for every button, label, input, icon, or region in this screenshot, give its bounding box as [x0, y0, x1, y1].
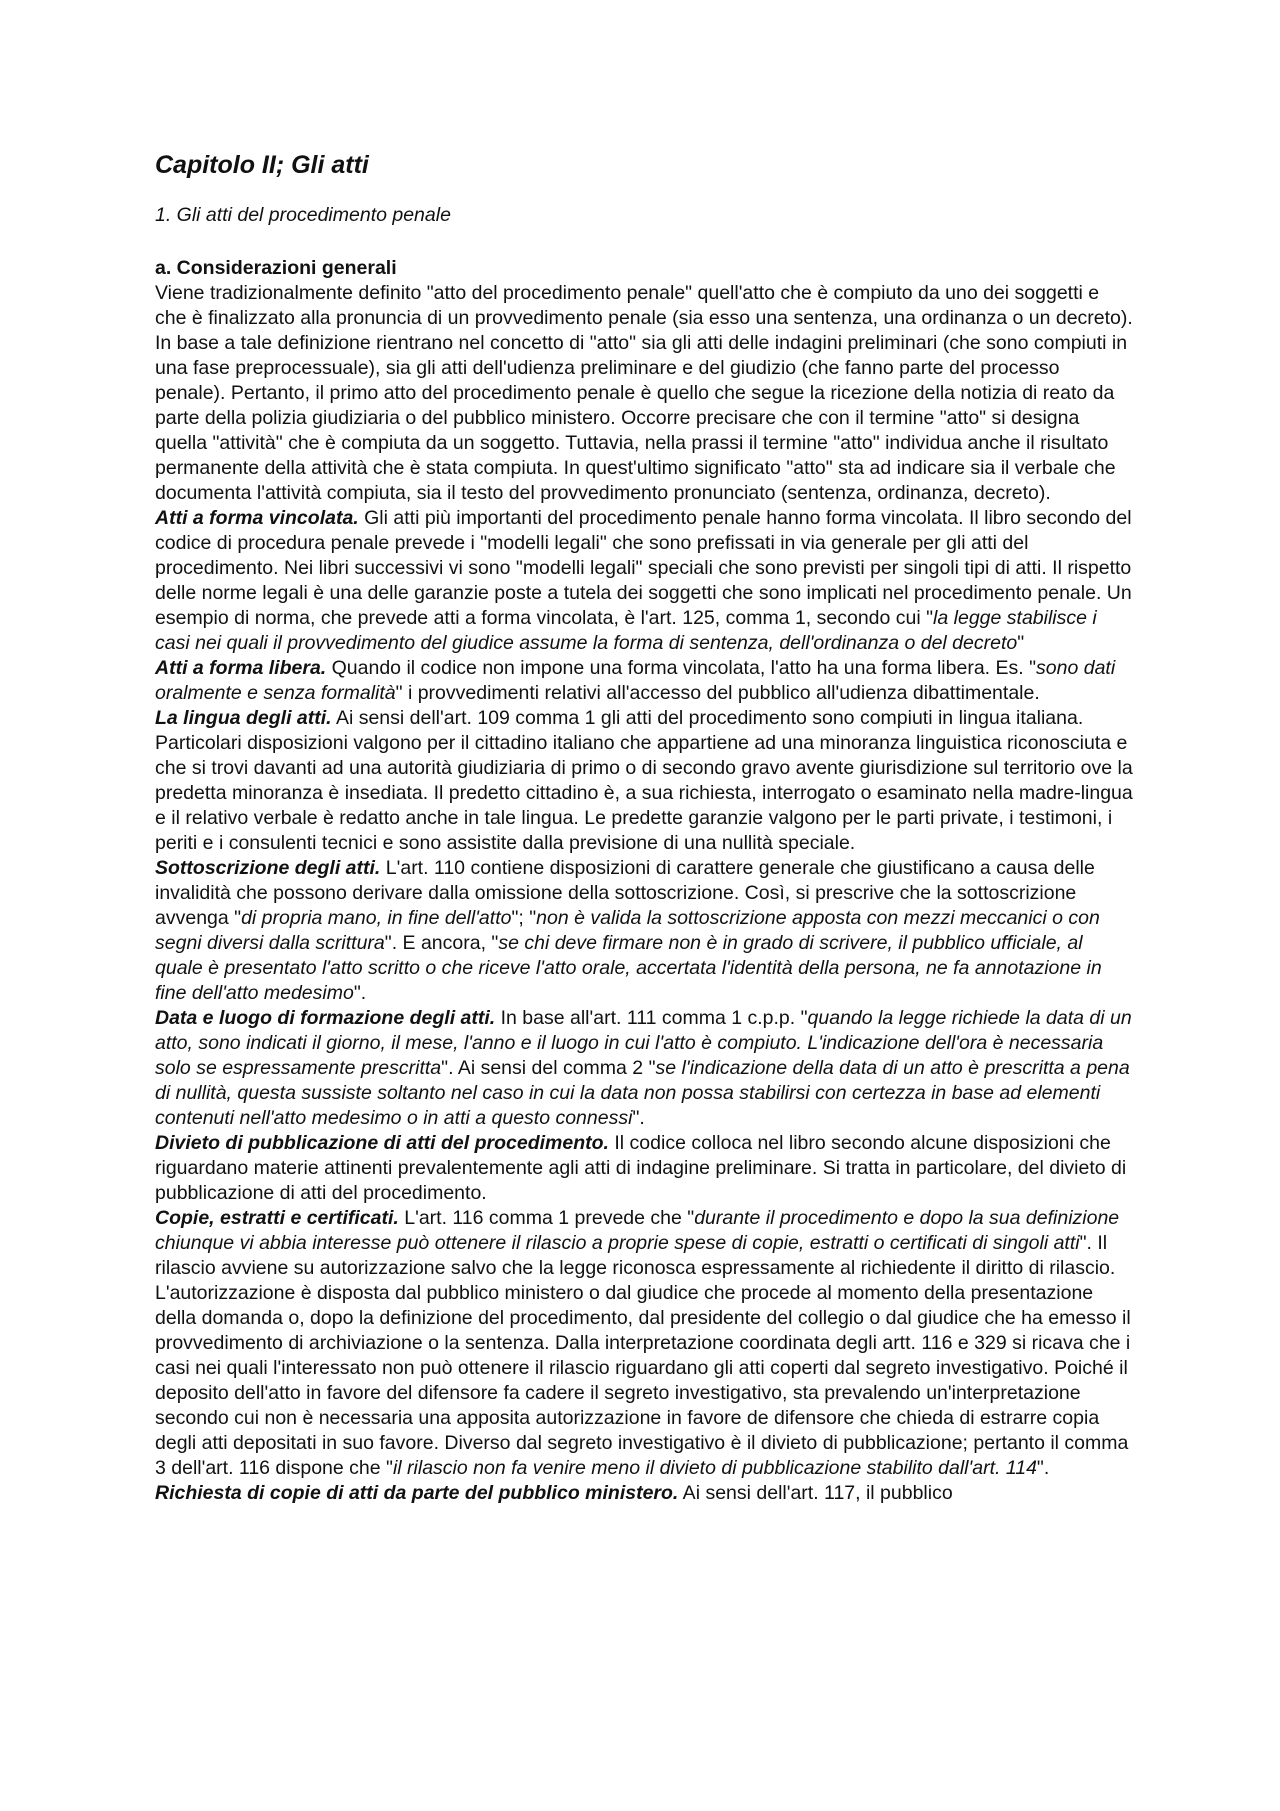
quoted-text: la legge stabilisce i casi nei quali il provvedimento del giudice assume la forma di sentenza, dell'ordinanza o del decreto: [155, 607, 1097, 655]
paragraph: [155, 1206, 1135, 1481]
paragraph: [155, 1006, 1135, 1131]
paragraph-text: " i provvedimenti relativi all'accesso del pubblico all'udienza dibattimentale.: [395, 682, 1040, 705]
body-text: [155, 256, 1135, 1506]
paragraph-text: ".: [353, 982, 367, 1005]
paragraph-lead: Divieto di pubblicazione di atti del procedimento.: [155, 1132, 609, 1155]
paragraph-lead: Atti a forma vincolata.: [155, 507, 359, 530]
quoted-text: non è valida la sottoscrizione apposta con mezzi meccanici o con segni diversi dalla scrittura: [155, 907, 1100, 955]
paragraph-text: ".: [632, 1107, 645, 1130]
quoted-text: di propria mano, in fine dell'atto: [241, 907, 512, 930]
paragraph: [155, 1481, 1135, 1506]
paragraph-text: In base all'art. 111 comma 1 c.p.p. ": [495, 1007, 808, 1030]
paragraph-lead: La lingua degli atti.: [155, 707, 332, 730]
paragraph-text: ". Ai sensi del comma 2 ": [441, 1057, 656, 1080]
document-page: [155, 150, 1135, 1506]
paragraph-text: Ai sensi dell'art. 117, il pubblico: [678, 1482, 953, 1505]
chapter-title: Capitolo II; Gli atti: [155, 151, 369, 179]
paragraph-list: [155, 281, 1135, 1506]
quoted-text: se chi deve firmare non è in grado di scrivere, il pubblico ufficiale, al quale è presentato l'atto scritto o che riceve l'atto orale, accertata l'identità della persona, ne fa annotazione in fine dell'atto medesimo: [155, 932, 1102, 1005]
paragraph-text: Viene tradizionalmente definito "atto del procedimento penale" quell'atto che è compiuto da uno dei soggetti e che è finalizzato alla pronuncia di un provvedimento penale (sia esso una sentenza, una ordinanza o un decreto). In base a tale definizione rientrano nel concetto di "atto" sia gli atti delle indagini preliminari (che sono compiuti in una fase preprocessuale), sia gli atti dell'udienza preliminare e del giudizio (che fanno parte del processo penale). Pertanto, il primo atto del procedimento penale è quello che segue la ricezione della notizia di reato da parte della polizia giudiziaria o del pubblico ministero. Occorre precisare che con il termine "atto" si designa quella "attività" che è compiuta da un soggetto. Tuttavia, nella prassi il termine "atto" individua anche il risultato permanente della attività che è stata compiuta. In quest'ultimo significato "atto" sta ad indicare sia il verbale che documenta l'attività compiuta, sia il testo del provvedimento pronunciato (sentenza, ordinanza, decreto).: [155, 282, 1133, 505]
paragraph: [155, 1131, 1135, 1206]
paragraph: [155, 506, 1135, 656]
paragraph-text: ". E ancora, ": [384, 932, 499, 955]
paragraph-text: L'art. 116 comma 1 prevede che ": [398, 1207, 695, 1230]
quoted-text: se l'indicazione della data di un atto è prescritta a pena di nullità, questa sussiste soltanto nel caso in cui la data non possa stabilirsi con certezza in base ad elementi contenuti nell'atto medesimo o in atti a questo connessi: [155, 1057, 1130, 1130]
paragraph-lead: Atti a forma libera.: [155, 657, 327, 680]
quoted-text: il rilascio non fa venire meno il divieto di pubblicazione stabilito dall'art. 114: [392, 1457, 1037, 1480]
paragraph-text: Ai sensi dell'art. 109 comma 1 gli atti del procedimento sono compiuti in lingua italiana. Particolari disposizioni valgono per il cittadino italiano che appartiene ad una minoranza linguistica riconosciuta e che si trovi davanti ad una autorità giudiziaria di primo o di secondo gravo avente giurisdizione sul territorio ove la predetta minoranza è insediata. Il predetto cittadino è, a sua richiesta, interrogato o esaminato nella madre-lingua e il relativo verbale è redatto anche in tale lingua. Le predette garanzie valgono per le parti private, i testimoni, i periti e i consulenti tecnici e sono assistite dalla previsione di una nullità speciale.: [155, 707, 1133, 855]
quoted-text: quando la legge richiede la data di un atto, sono indicati il giorno, il mese, l'anno e il luogo in cui l'atto è compiuto. L'indicazione dell'ora è necessaria solo se espressamente prescritta: [155, 1007, 1132, 1080]
paragraph: [155, 281, 1135, 506]
paragraph-lead: Data e luogo di formazione degli atti.: [155, 1007, 496, 1030]
paragraph-text: ". Il rilascio avviene su autorizzazione salvo che la legge riconosca espressamente al richiedente il diritto di rilascio. L'autorizzazione è disposta dal pubblico ministero o dal giudice che procede al momento della presentazione della domanda o, dopo la definizione del procedimento, dal presidente del collegio o dal giudice che ha emesso il provvedimento di archiviazione o la sentenza. Dalla interpretazione coordinata degli artt. 116 e 329 si ricava che i casi nei quali l'interessato non può ottenere il rilascio riguardano gli atti coperti dal segreto investigativo. Poiché il deposito dell'atto in favore del difensore fa cadere il segreto investigativo, sta prevalendo un'interpretazione secondo cui non è necessaria una apposita autorizzazione in favore de difensore che chieda di estrarre copia degli atti depositati in suo favore. Diverso dal segreto investigativo è il divieto di pubblicazione; pertanto il comma 3 dell'art. 116 dispone che ": [155, 1232, 1131, 1480]
paragraph: [155, 856, 1135, 1006]
paragraph: [155, 656, 1135, 706]
paragraph-text: Gli atti più importanti del procedimento penale hanno forma vincolata. Il libro secondo del codice di procedura penale prevede i "modelli legali" che sono prefissati in via generale per gli atti del procedimento. Nei libri successivi vi sono "modelli legali" speciali che sono previsti per singoli tipi di atti. Il rispetto delle norme legali è una delle garanzie poste a tutela dei soggetti che sono implicati nel procedimento penale. Un esempio di norma, che prevede atti a forma vincolata, è l'art. 125, comma 1, secondo cui ": [155, 507, 1132, 630]
paragraph-text: Quando il codice non impone una forma vincolata, l'atto ha una forma libera. Es. ": [326, 657, 1037, 680]
paragraph-text: L'art. 110 contiene disposizioni di carattere generale che giustificano a causa delle invalidità che possono derivare dalla omissione della sottoscrizione. Così, si prescrive che la sottoscrizione avvenga ": [155, 857, 1095, 930]
quoted-text: sono dati oralmente e senza formalità: [155, 657, 1116, 705]
paragraph-lead: Sottoscrizione degli atti.: [155, 857, 381, 880]
paragraph-text: "; ": [511, 907, 537, 930]
quoted-text: durante il procedimento e dopo la sua definizione chiunque vi abbia interesse può ottenere il rilascio a proprie spese di copie, estratti o certificati di singoli atti: [155, 1207, 1120, 1255]
paragraph: [155, 706, 1135, 856]
subsection-title: a. Considerazioni generali: [155, 257, 397, 280]
paragraph-text: ": [1017, 632, 1025, 655]
paragraph-text: ".: [1036, 1457, 1050, 1480]
paragraph-lead: Copie, estratti e certificati.: [155, 1207, 399, 1230]
paragraph-text: Il codice colloca nel libro secondo alcune disposizioni che riguardano materie attinenti prevalentemente agli atti di indagine preliminare. Si tratta in particolare, del divieto di pubblicazione di atti del procedimento.: [155, 1132, 1127, 1205]
paragraph-lead: Richiesta di copie di atti da parte del pubblico ministero.: [155, 1482, 679, 1505]
section-title: 1. Gli atti del procedimento penale: [155, 204, 451, 226]
